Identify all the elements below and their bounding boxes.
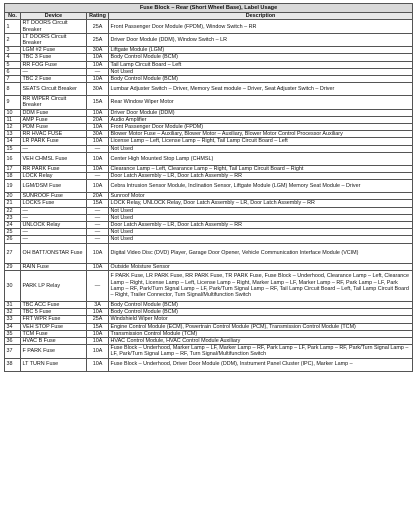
cell-description: Rear Window Wiper Motor <box>109 96 413 109</box>
cell-no: 37 <box>5 345 21 358</box>
cell-rating: 10A <box>87 243 109 263</box>
cell-no: 24 <box>5 222 21 229</box>
cell-device: TBC 5 Fuse <box>21 309 87 316</box>
table-row <box>5 263 413 270</box>
cell-no: 29 <box>5 263 21 270</box>
table-row <box>5 323 413 330</box>
cell-rating: 10A <box>87 124 109 131</box>
table-row <box>5 68 413 75</box>
cell-description: Audio Amplifier <box>109 116 413 123</box>
cell-no: 26 <box>5 236 21 243</box>
cell-description: Driver Door Module (DDM), Window Switch – LR <box>109 33 413 46</box>
cell-rating: 10A <box>87 138 109 145</box>
cell-no: 19 <box>5 180 21 193</box>
table-row <box>5 173 413 180</box>
cell-description: Not Used <box>109 229 413 236</box>
cell-rating: 30A <box>87 47 109 54</box>
cell-device: PARK LP Relay <box>21 270 87 301</box>
cell-no: 18 <box>5 173 21 180</box>
cell-no: 27 <box>5 243 21 263</box>
cell-description: Front Passenger Door Module (FPDM) <box>109 124 413 131</box>
table-row <box>5 54 413 61</box>
cell-device: TBC ACC Fuse <box>21 301 87 308</box>
cell-rating: 25A <box>87 20 109 33</box>
header-rating: Rating <box>87 13 109 20</box>
cell-device: LT TURN Fuse <box>21 358 87 371</box>
table-row <box>5 131 413 138</box>
cell-description: Digital Video Disc (DVD) Player, Garage Door Opener, Vehicle Communication Interface Module (VCIM) <box>109 243 413 263</box>
table-row <box>5 145 413 152</box>
cell-no: 4 <box>5 54 21 61</box>
table-row <box>5 109 413 116</box>
cell-device: HVAC B Fuse <box>21 337 87 344</box>
cell-description: Not Used <box>109 214 413 221</box>
cell-device: LOCKS Fuse <box>21 200 87 207</box>
cell-rating: 3A <box>87 301 109 308</box>
cell-rating: 10A <box>87 61 109 68</box>
cell-description: Center High Mounted Stop Lamp (CHMSL) <box>109 152 413 165</box>
cell-no: 32 <box>5 309 21 316</box>
cell-rating: — <box>87 229 109 236</box>
cell-rating: 15A <box>87 96 109 109</box>
table-row <box>5 229 413 236</box>
table-row <box>5 345 413 358</box>
table-row <box>5 330 413 337</box>
cell-device: — <box>21 68 87 75</box>
cell-device: VEH CHMSL Fuse <box>21 152 87 165</box>
cell-device: — <box>21 145 87 152</box>
cell-rating: 25A <box>87 316 109 323</box>
cell-description: Lumbar Adjuster Switch – Driver, Memory Seat module – Driver, Seat Adjuster Switch – Driver <box>109 83 413 96</box>
cell-rating: 10A <box>87 358 109 371</box>
cell-no: 20 <box>5 193 21 200</box>
cell-rating: — <box>87 207 109 214</box>
cell-rating: 10A <box>87 54 109 61</box>
cell-no: 8 <box>5 83 21 96</box>
cell-device: RR FOG Fuse <box>21 61 87 68</box>
table-row <box>5 47 413 54</box>
cell-device: LGM/DSM Fuse <box>21 180 87 193</box>
table-row <box>5 138 413 145</box>
cell-description: Engine Control Module (ECM), Powertrain Control Module (PCM), Transmission Control Module (TCM) <box>109 323 413 330</box>
cell-rating: — <box>87 222 109 229</box>
cell-description: Blower Motor Fuse – Auxiliary, Blower Motor – Auxiliary, Blower Motor Control Processor Auxiliary <box>109 131 413 138</box>
cell-no: 3 <box>5 47 21 54</box>
cell-device: SEATS Circuit Breaker <box>21 83 87 96</box>
cell-rating: 15A <box>87 200 109 207</box>
table-row <box>5 124 413 131</box>
cell-device: RR WIPER Circuit Breaker <box>21 96 87 109</box>
table-row <box>5 83 413 96</box>
cell-device: LR PARK Fuse <box>21 138 87 145</box>
cell-no: 11 <box>5 116 21 123</box>
table-row <box>5 33 413 46</box>
cell-no: 1 <box>5 20 21 33</box>
cell-rating: 20A <box>87 193 109 200</box>
cell-description: Cebra Intrusion Sensor Module, Inclination Sensor, Liftgate Module (LGM) Memory Seat Module – Driver <box>109 180 413 193</box>
cell-description: Door Latch Assembly – LR, Door Latch Assembly – RR <box>109 222 413 229</box>
cell-device: LT DOORS Circuit Breaker <box>21 33 87 46</box>
cell-description: LOCK Relay, UNLOCK Relay, Door Latch Assembly – LR, Door Latch Assembly – RR <box>109 200 413 207</box>
cell-no: 17 <box>5 165 21 172</box>
cell-device: FRT WPR Fuse <box>21 316 87 323</box>
table-row <box>5 301 413 308</box>
cell-rating: 10A <box>87 109 109 116</box>
cell-rating: — <box>87 173 109 180</box>
cell-device: DDM Fuse <box>21 109 87 116</box>
cell-no: 16 <box>5 152 21 165</box>
cell-rating: 15A <box>87 323 109 330</box>
cell-no: 6 <box>5 68 21 75</box>
cell-rating: — <box>87 68 109 75</box>
table-row <box>5 316 413 323</box>
cell-description: Windshield Wiper Motor <box>109 316 413 323</box>
cell-description: HVAC Control Module, HVAC Control Module Auxiliary <box>109 337 413 344</box>
table-row <box>5 116 413 123</box>
table-row <box>5 358 413 371</box>
cell-description: Fuse Block – Underhood, Driver Door Module (DDM), Instrument Panel Cluster (IPC), Marker Lamp – <box>109 358 413 371</box>
cell-no: 35 <box>5 330 21 337</box>
cell-device: TCM Fuse <box>21 330 87 337</box>
cell-device: — <box>21 236 87 243</box>
cell-rating: — <box>87 236 109 243</box>
cell-rating: — <box>87 145 109 152</box>
cell-no: 38 <box>5 358 21 371</box>
cell-no: 25 <box>5 229 21 236</box>
cell-device: LGM #2 Fuse <box>21 47 87 54</box>
fuse-table-container <box>4 3 412 372</box>
cell-rating: 25A <box>87 33 109 46</box>
cell-rating: — <box>87 270 109 301</box>
cell-device: — <box>21 214 87 221</box>
cell-device: OH BATT/ONSTAR Fuse <box>21 243 87 263</box>
cell-no: 14 <box>5 138 21 145</box>
table-row <box>5 214 413 221</box>
cell-description: Body Control Module (BCM) <box>109 309 413 316</box>
cell-no: 31 <box>5 301 21 308</box>
table-row <box>5 309 413 316</box>
cell-description: Transmission Control Module (TCM) <box>109 330 413 337</box>
cell-device: LOCK Relay <box>21 173 87 180</box>
table-title: Fuse Block – Rear (Short Wheel Base), Label Usage <box>5 4 413 13</box>
cell-rating: 10A <box>87 152 109 165</box>
table-row <box>5 61 413 68</box>
cell-rating: 10A <box>87 330 109 337</box>
cell-description: License Lamp – Left, License Lamp – Right, Tail Lamp Circuit Board – Left <box>109 138 413 145</box>
cell-rating: 20A <box>87 116 109 123</box>
cell-rating: 10A <box>87 165 109 172</box>
cell-description: Driver Door Module (DDM) <box>109 109 413 116</box>
table-row <box>5 180 413 193</box>
table-row <box>5 270 413 301</box>
cell-no: 23 <box>5 214 21 221</box>
cell-description: Clearance Lamp – Left, Clearance Lamp – Right, Tail Lamp Circuit Board – Right <box>109 165 413 172</box>
cell-device: RT DOORS Circuit Breaker <box>21 20 87 33</box>
cell-rating: 30A <box>87 131 109 138</box>
cell-no: 12 <box>5 124 21 131</box>
table-body <box>5 20 413 371</box>
cell-device: AMP Fuse <box>21 116 87 123</box>
cell-no: 33 <box>5 316 21 323</box>
table-row <box>5 20 413 33</box>
cell-rating: 10A <box>87 76 109 83</box>
cell-device: F PARK Fuse <box>21 345 87 358</box>
cell-rating: 10A <box>87 337 109 344</box>
table-row <box>5 96 413 109</box>
cell-device: PDM Fuse <box>21 124 87 131</box>
cell-rating: 10A <box>87 263 109 270</box>
table-row <box>5 222 413 229</box>
cell-description: Sunroof Motor <box>109 193 413 200</box>
cell-device: TBC 2 Fuse <box>21 76 87 83</box>
fuse-table <box>4 3 413 372</box>
table-row <box>5 200 413 207</box>
cell-rating: 10A <box>87 345 109 358</box>
cell-no: 7 <box>5 76 21 83</box>
header-no: No. <box>5 13 21 20</box>
table-row <box>5 207 413 214</box>
cell-rating: — <box>87 214 109 221</box>
header-description: Description <box>109 13 413 20</box>
cell-no: 9 <box>5 96 21 109</box>
cell-no: 15 <box>5 145 21 152</box>
cell-description: Body Control Module (BCM) <box>109 301 413 308</box>
cell-no: 30 <box>5 270 21 301</box>
cell-description: Not Used <box>109 68 413 75</box>
cell-description: Door Latch Assembly – LR, Door Latch Assembly – RR <box>109 173 413 180</box>
cell-description: Not Used <box>109 236 413 243</box>
cell-rating: 10A <box>87 180 109 193</box>
cell-no: 13 <box>5 131 21 138</box>
cell-device: — <box>21 229 87 236</box>
cell-device: VEH STOP Fuse <box>21 323 87 330</box>
table-row <box>5 337 413 344</box>
cell-device: RR HVAC FUSE <box>21 131 87 138</box>
cell-description: Liftgate Module (LGM) <box>109 47 413 54</box>
cell-description: F PARK Fuse, LR PARK Fuse, RR PARK Fuse, TR PARK Fuse, Fuse Block – Underhood, Clearance Lamp – Left, Clearance Lamp – Right, License Lamp – Left, License Lamp – Right, Marker Lamp – LF, Marker Lamp – RF, Park Lamp – LF, Park Lamp – RF, Park/Turn Signal Lamp – LF, Park/Turn Signal Lamp – RF, Tail Lamp Circuit Board – Left, Tail Lamp Circuit Board – Right, Trailer Connector, Turn Signal/Multifunction Switch <box>109 270 413 301</box>
cell-device: RR PARK Fuse <box>21 165 87 172</box>
cell-rating: 10A <box>87 309 109 316</box>
cell-device: SUNROOF Fuse <box>21 193 87 200</box>
cell-description: Tail Lamp Circuit Board – Left <box>109 61 413 68</box>
cell-device: UNLOCK Relay <box>21 222 87 229</box>
cell-description: Body Control Module (BCM) <box>109 54 413 61</box>
cell-no: 21 <box>5 200 21 207</box>
table-row <box>5 165 413 172</box>
cell-description: Body Control Module (BCM) <box>109 76 413 83</box>
table-row <box>5 243 413 263</box>
cell-device: TBC 3 Fuse <box>21 54 87 61</box>
cell-description: Not Used <box>109 207 413 214</box>
cell-device: — <box>21 207 87 214</box>
cell-rating: 30A <box>87 83 109 96</box>
cell-description: Not Used <box>109 145 413 152</box>
table-row <box>5 152 413 165</box>
cell-no: 5 <box>5 61 21 68</box>
table-row <box>5 76 413 83</box>
cell-description: Outside Moisture Sensor <box>109 263 413 270</box>
cell-no: 2 <box>5 33 21 46</box>
header-device: Device <box>21 13 87 20</box>
table-row <box>5 236 413 243</box>
cell-no: 34 <box>5 323 21 330</box>
cell-description: Front Passenger Door Module (FPDM), Window Switch – RR <box>109 20 413 33</box>
cell-description: Fuse Block – Underhood, Marker Lamp – LF, Marker Lamp – RF, Park Lamp – LF, Park Lamp – RF, Park/Turn Signal Lamp – LF, Park/Turn Signal Lamp – RF, Turn Signal/Multifunction Switch <box>109 345 413 358</box>
cell-no: 10 <box>5 109 21 116</box>
table-row <box>5 193 413 200</box>
cell-device: RAIN Fuse <box>21 263 87 270</box>
cell-no: 22 <box>5 207 21 214</box>
cell-no: 36 <box>5 337 21 344</box>
